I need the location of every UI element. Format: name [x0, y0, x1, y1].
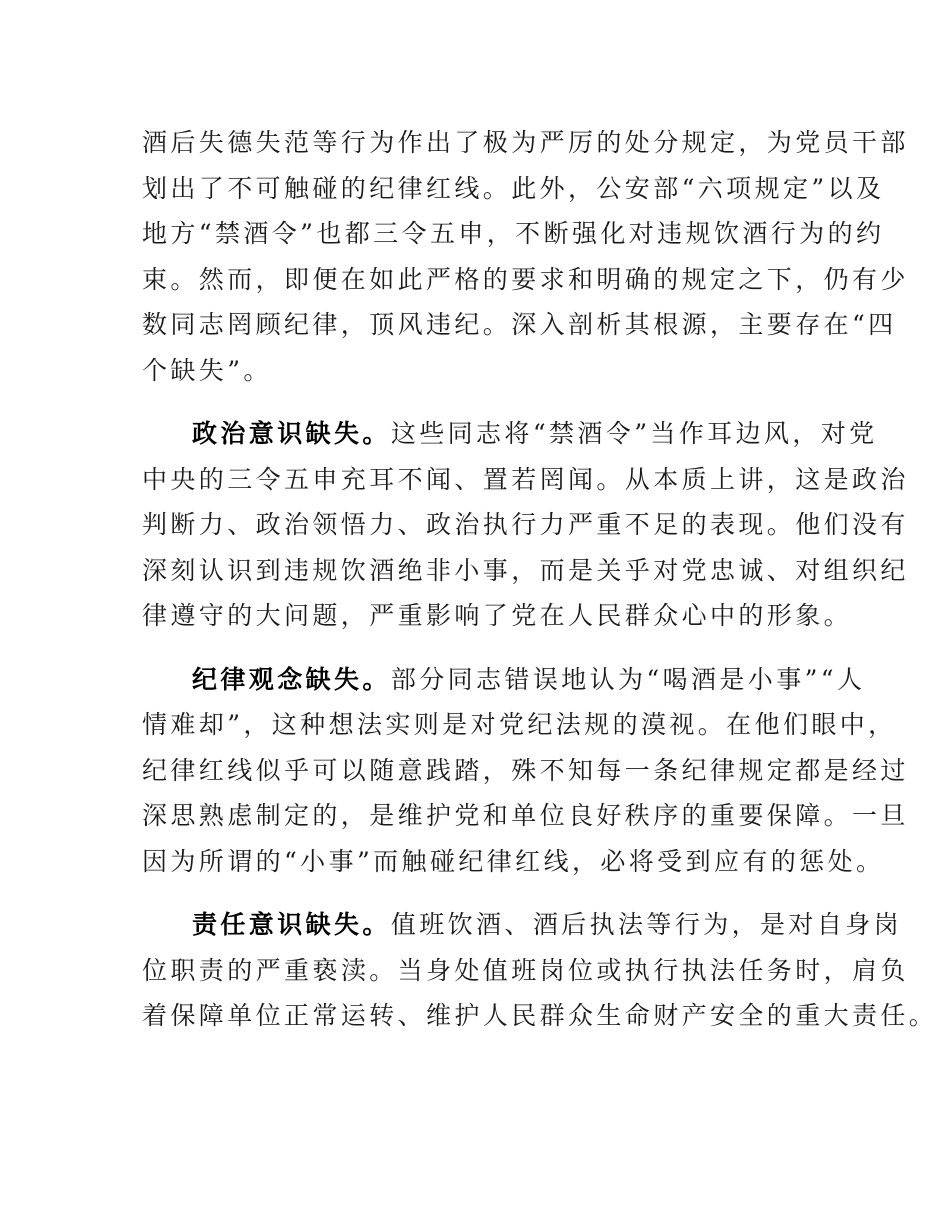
text-line: 着保障单位正常运转、维护人民群众生命财产安全的重大责任。: [142, 1001, 938, 1030]
text-line: 地方“禁酒令”也都三令五申，不断强化对违规饮酒行为的约: [142, 219, 885, 248]
paragraph-intro: [142, 120, 909, 393]
paragraph-political-awareness: [142, 411, 909, 639]
text-line: 情难却”，这种想法实则是对党纪法规的漠视。在他们眼中，: [142, 710, 897, 739]
paragraph-responsibility: [142, 902, 938, 1039]
text-run: 部分同志错误地认为“喝酒是小事”“人: [390, 664, 866, 694]
text-line: 深思熟虑制定的，是维护党和单位良好秩序的重要保障。一旦: [142, 801, 909, 830]
paragraph-discipline-concept: [142, 657, 909, 885]
paragraph-heading: 纪律观念缺失。: [192, 664, 391, 694]
text-line: 位职责的严重亵渎。当身处值班岗位或执行执法任务时，肩负: [142, 955, 909, 985]
paragraph-heading: 政治意识缺失。: [192, 419, 391, 448]
text-line: 酒后失德失范等行为作出了极为严厉的处分规定，为党员干部: [142, 128, 909, 157]
text-line: [142, 657, 866, 703]
document-body: [142, 120, 938, 1039]
text-line: 束。然而，即便在如此严格的要求和明确的规定之下，仍有少: [142, 264, 909, 294]
text-line: 个缺失”。: [142, 355, 272, 385]
text-line: 律遵守的大问题，严重影响了党在人民群众心中的形象。: [142, 601, 853, 630]
text-line: 划出了不可触碰的纪律红线。此外，公安部“六项规定”以及: [142, 173, 885, 203]
text-run: 值班饮酒、酒后执法等行为，是对自身岗: [390, 910, 903, 939]
text-line: 纪律红线似乎可以随意践踏，殊不知每一条纪律规定都是经过: [142, 755, 909, 785]
text-line: 深刻认识到违规饮酒绝非小事，而是关乎对党忠诚、对组织纪: [142, 555, 909, 585]
text-run: 这些同志将“禁酒令”当作耳边风，对党: [390, 419, 878, 448]
text-line: [142, 411, 878, 457]
text-line: 判断力、政治领悟力、政治执行力严重不足的表现。他们没有: [142, 510, 909, 539]
text-line: 数同志罔顾纪律，顶风违纪。深入剖析其根源，主要存在“四: [142, 310, 897, 339]
text-line: 因为所谓的“小事”而触碰纪律红线，必将受到应有的惩处。: [142, 846, 885, 876]
text-line: 中央的三令五申充耳不闻、置若罔闻。从本质上讲，这是政治: [142, 464, 909, 494]
text-line: [142, 902, 903, 948]
paragraph-heading: 责任意识缺失。: [192, 910, 391, 939]
